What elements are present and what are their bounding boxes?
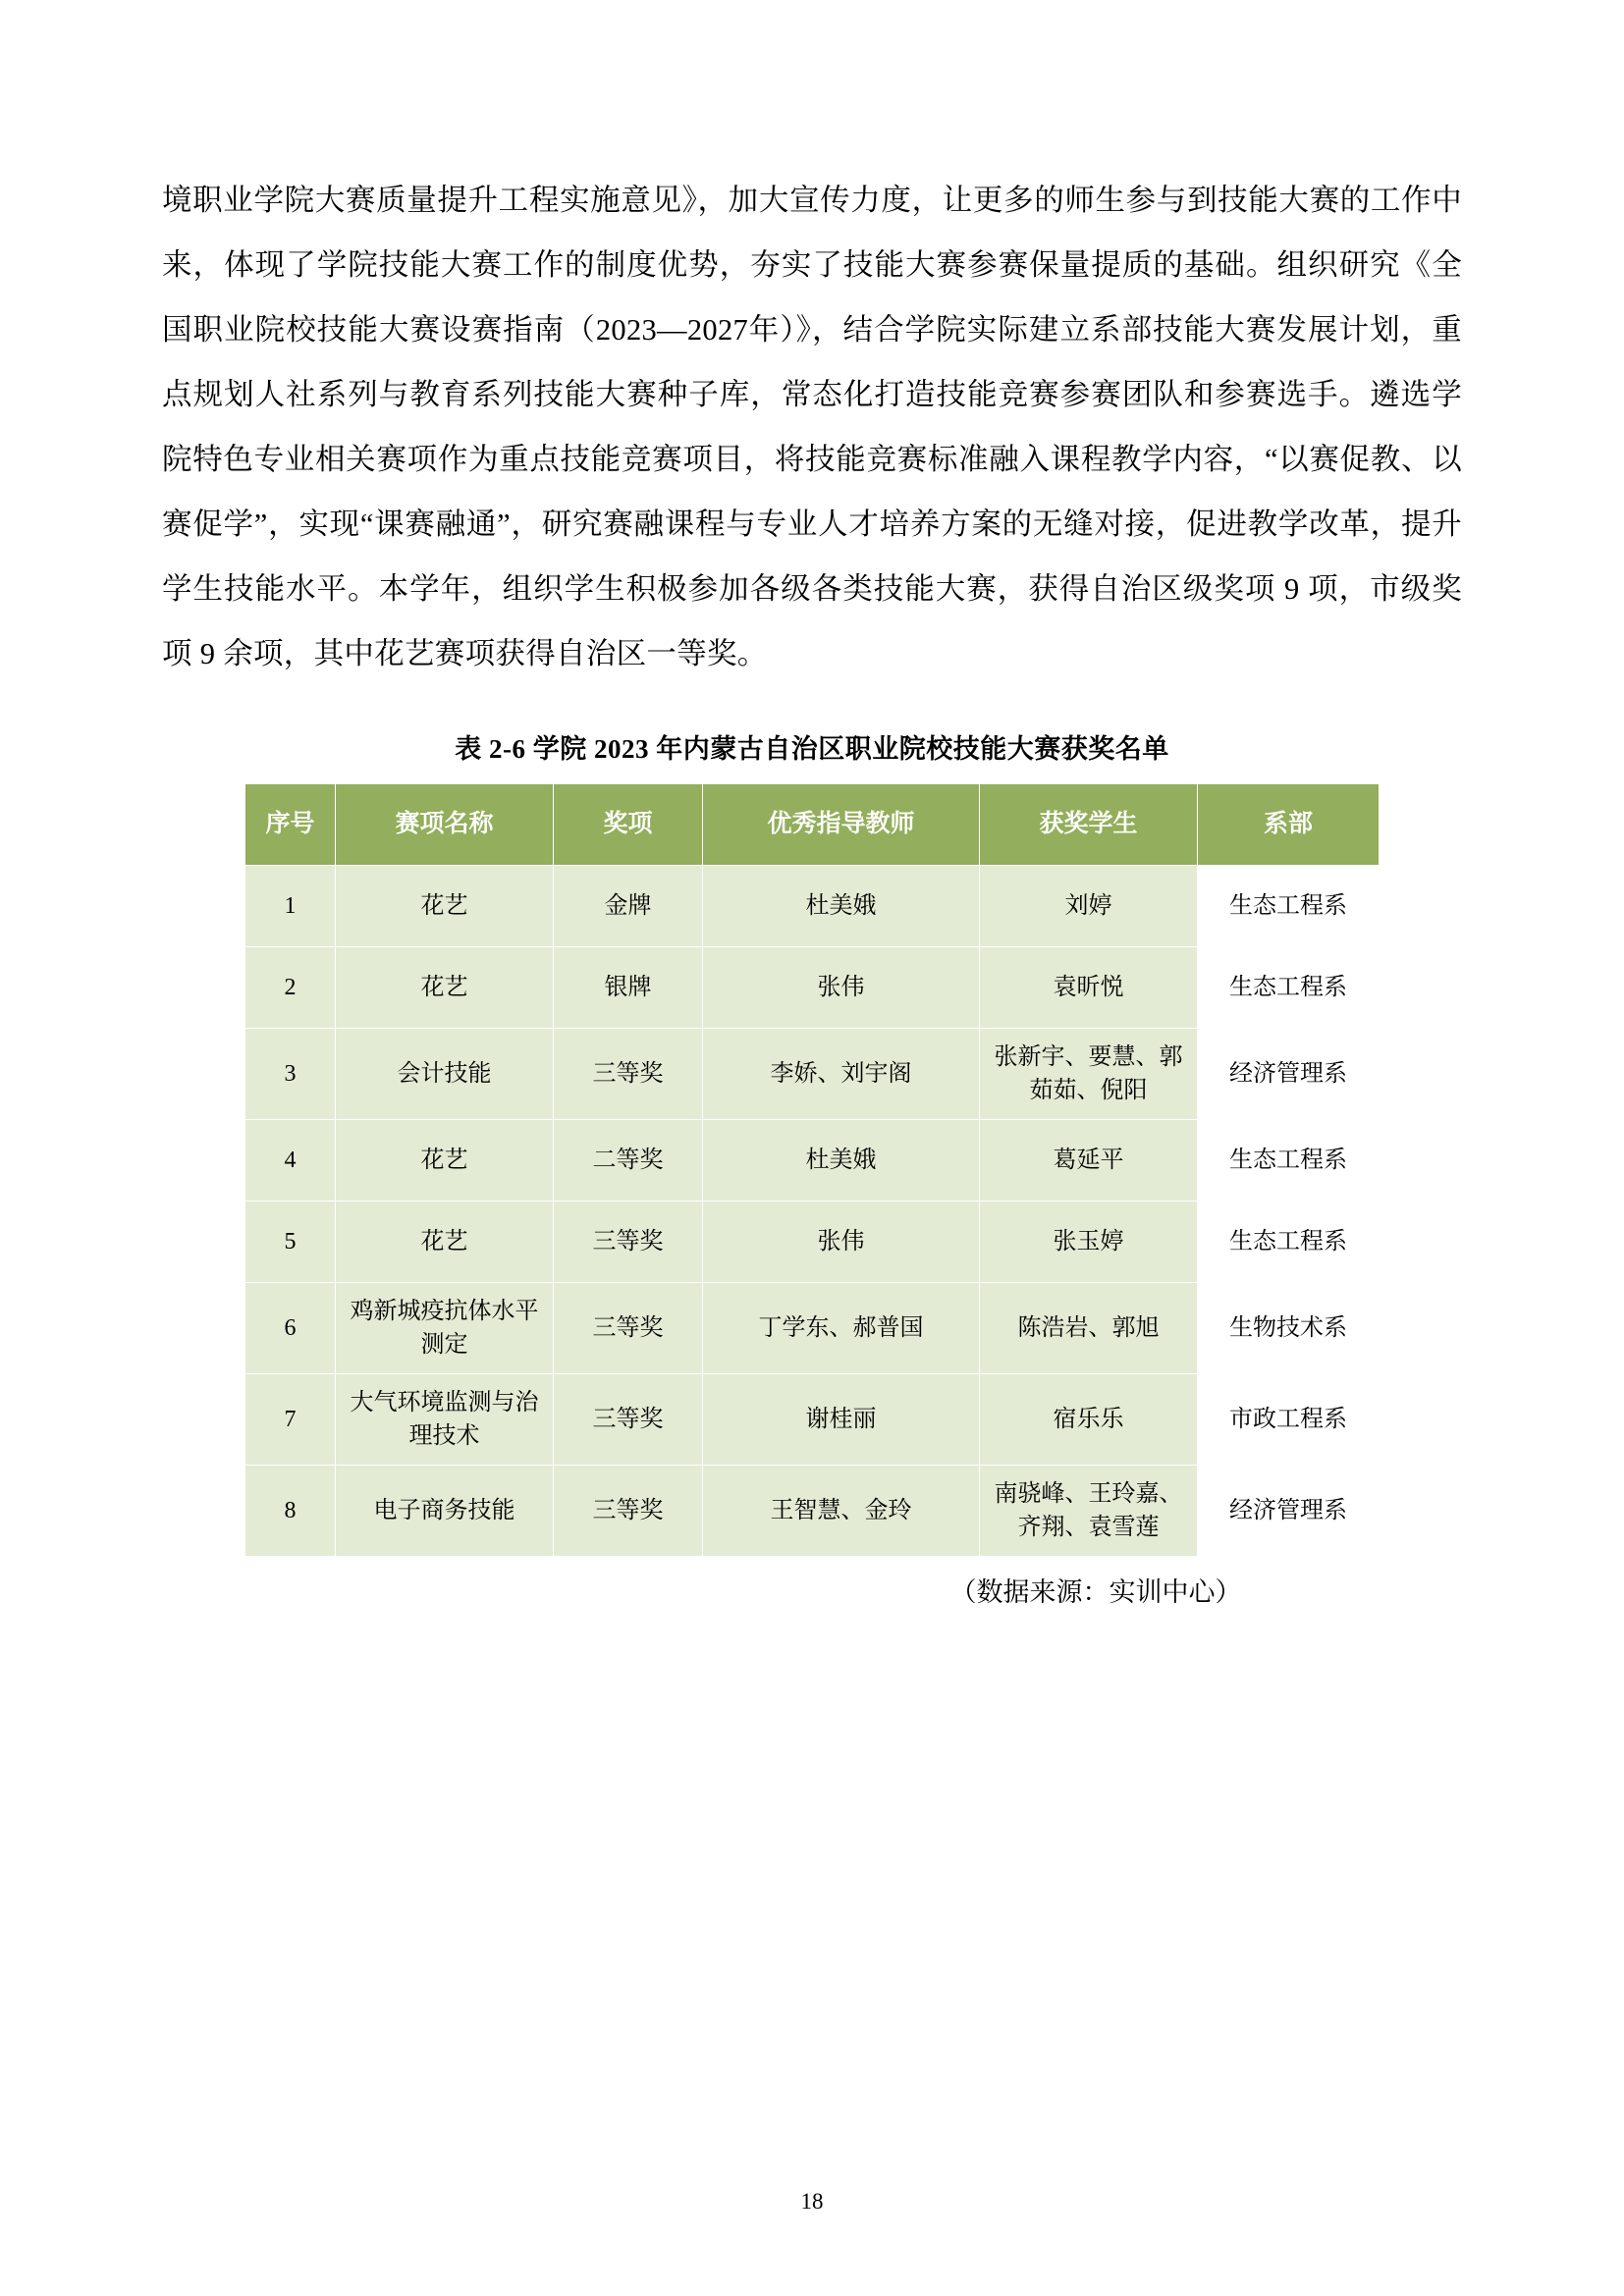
table-row xyxy=(245,1373,1380,1465)
cell-award: 三等奖 xyxy=(554,1028,703,1119)
table-row xyxy=(245,1119,1380,1201)
cell-no: 6 xyxy=(245,1282,336,1373)
cell-event: 花艺 xyxy=(336,1201,554,1282)
table-header-cell: 赛项名称 xyxy=(336,783,554,865)
table-header-cell: 奖项 xyxy=(554,783,703,865)
cell-teacher: 杜美娥 xyxy=(703,865,980,946)
cell-no: 2 xyxy=(245,946,336,1028)
cell-dept: 市政工程系 xyxy=(1198,1373,1380,1465)
cell-dept: 生态工程系 xyxy=(1198,865,1380,946)
cell-student: 宿乐乐 xyxy=(980,1373,1198,1465)
cell-event: 会计技能 xyxy=(336,1028,554,1119)
table-header-cell: 序号 xyxy=(245,783,336,865)
cell-no: 4 xyxy=(245,1119,336,1201)
cell-no: 3 xyxy=(245,1028,336,1119)
table-row xyxy=(245,1028,1380,1119)
cell-teacher: 李娇、刘宇阁 xyxy=(703,1028,980,1119)
cell-student: 张新宇、要慧、郭茹茹、倪阳 xyxy=(980,1028,1198,1119)
table-header-cell: 系部 xyxy=(1198,783,1380,865)
cell-student: 张玉婷 xyxy=(980,1201,1198,1282)
cell-student: 刘婷 xyxy=(980,865,1198,946)
cell-event: 花艺 xyxy=(336,1119,554,1201)
cell-dept: 经济管理系 xyxy=(1198,1465,1380,1556)
cell-award: 三等奖 xyxy=(554,1373,703,1465)
cell-event: 花艺 xyxy=(336,946,554,1028)
cell-student: 南骁峰、王玲嘉、齐翔、袁雪莲 xyxy=(980,1465,1198,1556)
cell-teacher: 张伟 xyxy=(703,1201,980,1282)
table-row xyxy=(245,1282,1380,1373)
cell-student: 袁昕悦 xyxy=(980,946,1198,1028)
award-table xyxy=(244,783,1380,1557)
table-row xyxy=(245,1465,1380,1556)
cell-no: 7 xyxy=(245,1373,336,1465)
cell-teacher: 王智慧、金玲 xyxy=(703,1465,980,1556)
table-header-row xyxy=(245,783,1380,865)
table-row xyxy=(245,1201,1380,1282)
cell-teacher: 丁学东、郝普国 xyxy=(703,1282,980,1373)
cell-dept: 生态工程系 xyxy=(1198,1119,1380,1201)
cell-no: 8 xyxy=(245,1465,336,1556)
table-header-cell: 优秀指导教师 xyxy=(703,783,980,865)
page-number: 18 xyxy=(800,2189,824,2214)
cell-teacher: 谢桂丽 xyxy=(703,1373,980,1465)
table-caption: 表 2-6 学院 2023 年内蒙古自治区职业院校技能大赛获奖名单 xyxy=(455,733,1169,764)
cell-dept: 生态工程系 xyxy=(1198,946,1380,1028)
cell-dept: 经济管理系 xyxy=(1198,1028,1380,1119)
table-header-cell: 获奖学生 xyxy=(980,783,1198,865)
source-note: （数据来源：实训中心） xyxy=(949,1576,1242,1607)
cell-event: 鸡新城疫抗体水平测定 xyxy=(336,1282,554,1373)
cell-teacher: 杜美娥 xyxy=(703,1119,980,1201)
cell-student: 陈浩岩、郭旭 xyxy=(980,1282,1198,1373)
cell-award: 三等奖 xyxy=(554,1201,703,1282)
cell-award: 三等奖 xyxy=(554,1465,703,1556)
table-row xyxy=(245,865,1380,946)
cell-student: 葛延平 xyxy=(980,1119,1198,1201)
cell-event: 电子商务技能 xyxy=(336,1465,554,1556)
cell-award: 金牌 xyxy=(554,865,703,946)
cell-dept: 生态工程系 xyxy=(1198,1201,1380,1282)
cell-award: 二等奖 xyxy=(554,1119,703,1201)
cell-dept: 生物技术系 xyxy=(1198,1282,1380,1373)
cell-teacher: 张伟 xyxy=(703,946,980,1028)
body-paragraph: 境职业学院大赛质量提升工程实施意见》，加大宣传力度，让更多的师生参与到技能大赛的工作中来，体现了学院技能大赛工作的制度优势，夯实了技能大赛参赛保量提质的基础。组织研究《全国职业院校技能大赛设赛指南（2023—2027年）》，结合学院实际建立系部技能大赛发展计划，重点规划人社系列与教育系列技能大赛种子库，常态化打造技能竞赛参赛团队和参赛选手。遴选学院特色专业相关赛项作为重点技能竞赛项目，将技能竞赛标准融入课程教学内容，“以赛促教、以赛促学”，实现“课赛融通”，研究赛融课程与专业人才培养方案的无缝对接，促进教学改革，提升学生技能水平。本学年，组织学生积极参加各级各类技能大赛，获得自治区级奖项 9 项，市级奖项 9 余项，其中花艺赛项获得自治区一等奖。 xyxy=(162,183,1462,670)
cell-no: 5 xyxy=(245,1201,336,1282)
cell-event: 大气环境监测与治理技术 xyxy=(336,1373,554,1465)
table-row xyxy=(245,946,1380,1028)
cell-award: 银牌 xyxy=(554,946,703,1028)
cell-no: 1 xyxy=(245,865,336,946)
cell-event: 花艺 xyxy=(336,865,554,946)
cell-award: 三等奖 xyxy=(554,1282,703,1373)
